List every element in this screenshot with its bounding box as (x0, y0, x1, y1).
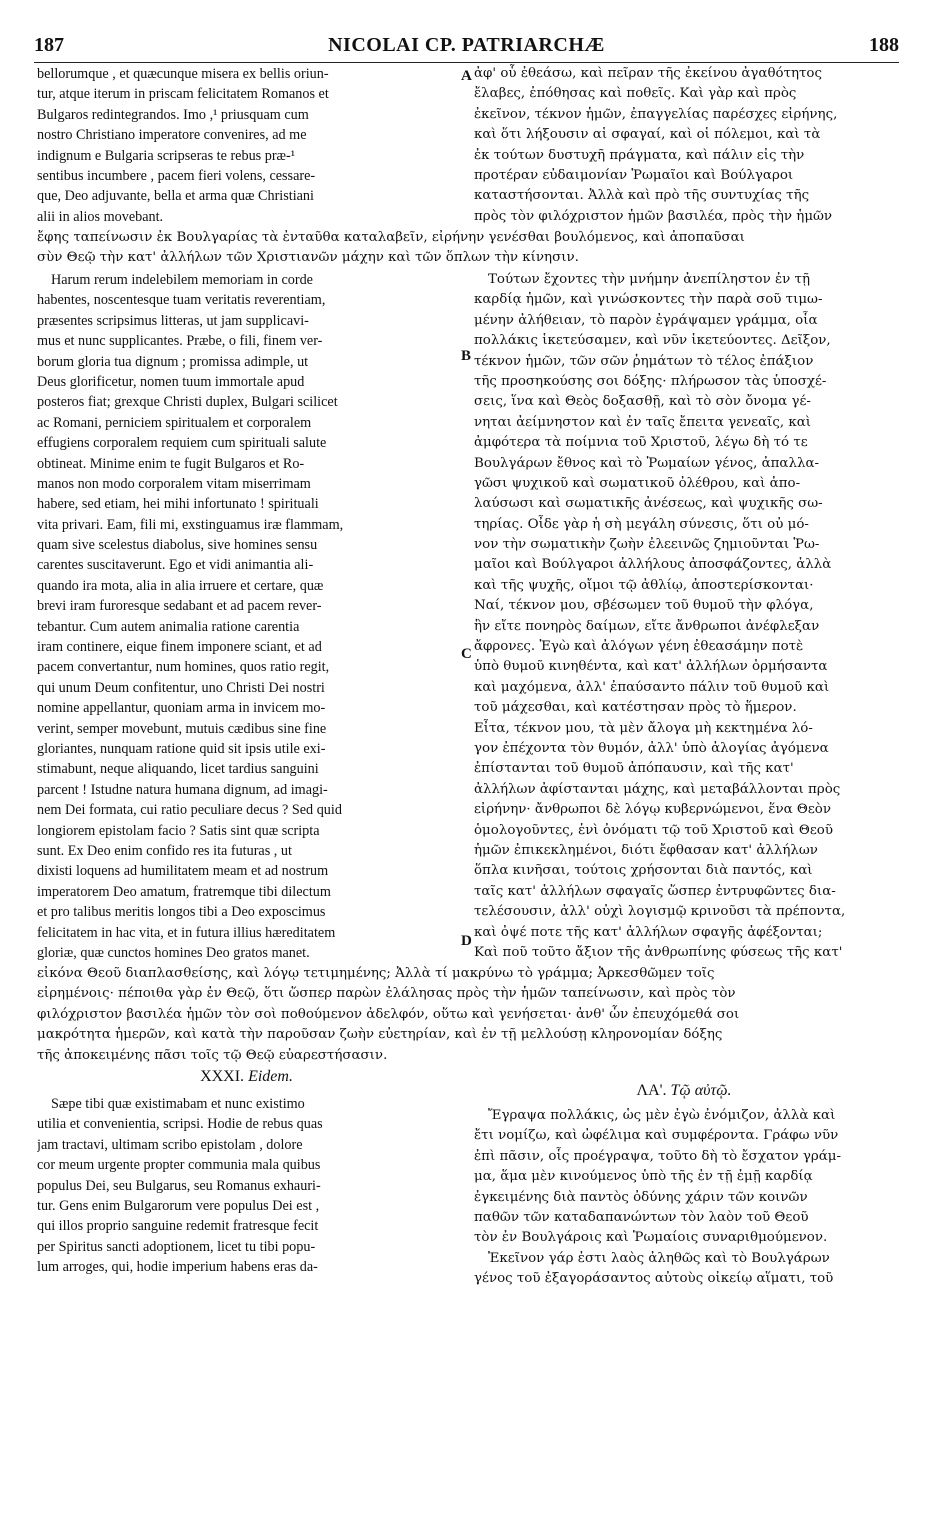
text-line: lum arroges, qui, hodie imperium habens eras da- (37, 1259, 318, 1276)
text-line: Harum rerum indelebilem memoriam in corde (51, 272, 313, 288)
section-number-latin: XXXI. (200, 1068, 245, 1085)
text-line: τοῦ μάχεσθαι, καὶ κατέστησαν πρὸς τὸ ἥμερον. (474, 700, 797, 716)
text-line: effugiens corporalem requiem cum spirituali salute (37, 435, 327, 452)
text-line: quam sive scelestus diabolus, sive homines sensu (37, 537, 318, 554)
text-line: καταστήσονται. Ἀλλὰ καὶ πρὸ τῆς συντυχίας τῆς (474, 188, 810, 204)
text-line: Ἔγραψα πολλάκις, ὡς μὲν ἐγὼ ἐνόμιζον, ἀλλὰ καὶ (488, 1108, 836, 1123)
text-line: obtineat. Minime enim te fugit Bulgaros et Ro- (37, 455, 305, 472)
text-line: manos non modo corporalem vitam miserrimam (37, 475, 311, 492)
section-heading-latin (37, 1068, 456, 1086)
greek-fullwidth-1 (37, 228, 895, 269)
text-line: ἐπίστανται τοῦ θυμοῦ ἀπόπαυσιν, καὶ τῆς κατ' (474, 761, 794, 777)
text-line: ὁμολογοῦντες, ἑνὶ ὀνόματι τῷ τοῦ Χριστοῦ καὶ Θεοῦ (474, 822, 833, 838)
text-line: alii in alios movebant. (37, 208, 164, 225)
text-line: σὺν Θεῷ τὴν κατ' ἀλλήλων τῶν Χριστιανῶν μάχην καὶ τῶν ὅπλων τὴν κίνησιν. (37, 250, 579, 266)
text-line: εἰρήνην· ἄνθρωποι δὲ λόγῳ κυβερνώμενοι, ἕνα Θεὸν (474, 802, 832, 818)
text-line: jam tractavi, ultimam scribo epistolam , dolore (37, 1136, 303, 1153)
text-line: pacem convertantur, num homines, quos ratio regit, (37, 659, 330, 676)
text-line: ἐγκειμένης διὰ παντὸς ὀδύνης χάριν τῶν κοινῶν (474, 1189, 808, 1205)
text-line: utilia et convenientia, scripsi. Hodie de rebus quas (37, 1116, 323, 1133)
section-title-latin: Eidem. (248, 1068, 293, 1085)
section-heading-greek (474, 1082, 894, 1100)
latin-column-top (37, 64, 456, 227)
text-line: gloriæ, quæ cunctos homines Deo gratos manet. (37, 944, 310, 961)
text-line: populus Dei, seu Bulgarus, seu Romanus exhauri- (37, 1177, 321, 1194)
text-line: τέκνον ἡμῶν, τῶν σῶν ῥημάτων τὸ τέλος ἐπάξιον (474, 353, 814, 369)
margin-marker-a: A (461, 68, 472, 84)
text-line: vita privari. Eam, fili mi, exstinguamus iræ flammam, (37, 516, 344, 533)
text-line: εἰκόνα Θεοῦ διαπλασθείσης, καὶ λόγῳ τετιμημένης; Ἀλλὰ τί μακρύνω τὸ γράμμα; Ἀρκεσθῶμεν τοῖς (37, 966, 715, 981)
text-line: Ἐκεῖνον γάρ ἐστι λαὸς ἀληθῶς καὶ τὸ Βουλγάρων (488, 1250, 830, 1266)
text-line: ἣν εἴτε πονηρὸς δαίμων, εἴτε ἄνθρωποι ἀνέφλεξαν (474, 618, 820, 634)
section-title-greek: Τῷ αὐτῷ. (670, 1082, 732, 1099)
text-line: felicitatem in hac vita, et in futura illius hæreditatem (37, 924, 336, 941)
text-line: que, Deo adjuvante, bella et arma quæ Christiani (37, 188, 314, 205)
latin-column-bottom (37, 1094, 456, 1278)
page-number-right: 188 (869, 34, 899, 56)
text-line: ἔτι νομίζω, καὶ ὠφέλιμα καὶ συμφέροντα. Γράφω νῦν (474, 1128, 839, 1144)
text-line: φιλόχριστον βασιλέα ἡμῶν τὸν σοὶ ποθούμενον ἀδελφόν, οὕτω καὶ γενήσεται· ἀνθ' ὧν ἐπευχόμεθά σοι (37, 1006, 740, 1022)
margin-marker-c: C (461, 646, 472, 662)
section-number-greek: ΛΑ'. (636, 1082, 667, 1099)
text-line: nomine appellantur, quoniam arma in invicem mo- (37, 700, 326, 717)
text-line: et pro talibus meritis longos tibi a Deo exposcimus (37, 904, 326, 921)
header-rule (34, 62, 899, 63)
text-line: τηρίας. Οἶδε γὰρ ἡ σὴ μεγάλη σύνεσις, ὅτι οὐ μό- (474, 516, 809, 532)
text-line: πρὸς τὸν φιλόχριστον ἡμῶν βασιλέα, πρὸς τὴν ἡμῶν (474, 208, 833, 224)
text-line: σεις, ἵνα καὶ Θεὸς δοξασθῇ, καὶ τὸ σὸν ὄνομα γέ- (474, 394, 811, 410)
text-line: καὶ τῆς ψυχῆς, οἴμοι τῷ ἀθλίῳ, ἀποστερίσκονται· (474, 577, 814, 593)
text-line: tebantur. Cum autem animalia ratione carentia (37, 618, 300, 635)
text-line: imperatorem Deo amatum, fratremque tibi dilectum (37, 883, 331, 900)
text-line: habere, sed etiam, hei mihi infortunato ! spirituali (37, 496, 319, 513)
text-line: ἐκεῖνον, τέκνον ἡμῶν, ἐπαγγελίας παρέσχες εἰρήνης, (474, 106, 838, 122)
text-line: ἀλλήλων ἀφίστανται μάχης, καὶ μεταβάλλονται πρὸς (474, 781, 841, 797)
text-line: qui illos proprio sanguine redemit fratresque fecit (37, 1218, 319, 1235)
text-line: qui unum Deum confitentur, uno Christi Dei nostri (37, 679, 325, 696)
text-line: Καὶ ποῦ τοῦτο ἄξιον τῆς ἀνθρωπίνης φύσεως τῆς κατ' (474, 944, 843, 960)
text-line: sunt. Ex Deo enim confido res ita futuras , ut (37, 842, 292, 859)
text-line: προτέραν εὐδαιμονίαν Ῥωμαῖοι καὶ Βούλγαροι (474, 167, 794, 183)
text-line: ἔφης ταπείνωσιν ἐκ Βουλγαρίας τὰ ἐνταῦθα καταλαβεῖν, εἰρήνην γενέσθαι βουλόμενος, καὶ ἀποπαῦσαι (37, 230, 745, 245)
greek-column-middle (474, 270, 894, 963)
text-line: bellorumque , et quæcunque misera ex bellis oriun- (37, 66, 329, 82)
text-line: ἔλαβες, ἐπόθησας καὶ ποθεῖς. Καὶ γὰρ καὶ πρὸς (474, 86, 797, 102)
running-header (34, 34, 899, 64)
text-line: ἄφρονες. Ἐγὼ καὶ ἀλόγων γένη ἐθεασάμην ποτὲ (474, 639, 804, 655)
text-line: ὅπλα κινῆσαι, τούτοις χρήσονται διὰ παντός, καὶ (474, 863, 813, 879)
text-line: μακρότητα ἡμερῶν, καὶ κατὰ τὴν παροῦσαν ζωὴν εὐετηρίαν, καὶ ἐν τῇ μελλούσῃ κληρονομίαν δόξης (37, 1027, 723, 1043)
text-line: ἀμφότερα τὰ ποίμνια τοῦ Χριστοῦ, λέγω δὴ τό τε (474, 435, 808, 451)
page-number-left: 187 (34, 34, 64, 56)
text-line: τῆς ἀποκειμένης πᾶσι τοῖς τῷ Θεῷ εὐαρεστήσασιν. (37, 1047, 388, 1063)
text-line: Εἶτα, τέκνον μου, τὰ μὲν ἄλογα μὴ κεκτημένα λό- (474, 720, 813, 736)
text-line: habentes, noscentesque tuam veritatis reverentiam, (37, 292, 326, 309)
text-line: καὶ ὅτι λήξουσιν αἱ σφαγαί, καὶ οἱ πόλεμοι, καὶ τὰ (474, 127, 821, 143)
running-title: NICOLAI CP. PATRIARCHÆ (328, 34, 605, 56)
text-line: longiorem epistolam facio ? Satis sint quæ scripta (37, 822, 320, 839)
latin-column-middle (37, 270, 456, 963)
text-line: Βουλγάρων ἔθνος καὶ τὸ Ῥωμαίων γένος, ἀπαλλα- (474, 455, 820, 471)
text-line: νηται ἀείμνηστον καὶ ἐν ταῖς ἔπειτα γενεαῖς, καὶ (474, 414, 812, 430)
text-line: μένην ἀλήθειαν, τὸ παρὸν ἐγράψαμεν γράμμα, οἷα (474, 312, 818, 328)
margin-marker-d: D (461, 933, 472, 949)
text-line: ac Romani, perniciem spiritualem et corporalem (37, 414, 312, 431)
text-line: Τούτων ἔχοντες τὴν μνήμην ἀνεπίληστον ἐν τῇ (488, 272, 810, 287)
text-line: ἀφ' οὗ ἐθεάσω, καὶ πεῖραν τῆς ἐκείνου ἀγαθότητος (474, 66, 822, 81)
text-line: carentes suscitaverunt. Ego et vidi animantia ali- (37, 557, 314, 574)
text-line: ταῖς κατ' ἀλλήλων σφαγαῖς ὥσπερ ἐντρυφῶντες δια- (474, 883, 836, 899)
text-line: mus et nunc supplicantes. Præbe, o fili, finem ver- (37, 333, 323, 350)
text-line: Ναί, τέκνον μου, σβέσωμεν τοῦ θυμοῦ τὴν φλόγα, (474, 598, 814, 614)
text-line: tur, atque iterum in priscam felicitatem Romanos et (37, 86, 329, 103)
text-line: Deus glorificetur, nomen tuum immortale apud (37, 373, 305, 390)
text-line: εἰρημένοις· πέποιθα γὰρ ἐν Θεῷ, ὅτι ὥσπερ παρὼν ἐλάλησας πρὸς τὴν ἡμῶν ταπείνωσιν, καὶ πρὸς τὸν (37, 986, 736, 1002)
text-line: indignum e Bulgaria scripseras te rebus præ-¹ (37, 147, 295, 164)
text-line: posteros fiat; grexque Christi duplex, Bulgari scilicet (37, 394, 338, 411)
text-line: γένος τοῦ ἐξαγοράσαντος αὐτοὺς οἰκείῳ αἵματι, τοῦ (474, 1271, 834, 1287)
text-line: ἡμῶν ἐπικεκλημένοι, διότι ἔφθασαν κατ' ἀλλήλων (474, 842, 818, 858)
text-line: παθῶν τῶν καταδαπανώντων τὸν λαὸν τοῦ Θεοῦ (474, 1209, 809, 1225)
text-line: gloriantes, nunquam ratione quid sit ipsis utile exi- (37, 740, 326, 757)
text-line: Bulgaros redintegrandos. Imo ,¹ priusquam cum (37, 106, 309, 123)
text-line: καρδίᾳ ἡμῶν, καὶ γινώσκοντες τὴν παρὰ σοῦ τιμω- (474, 292, 823, 308)
text-line: præsentes scripsimus litteras, ut jam supplicavi- (37, 312, 309, 329)
text-line: iram continere, eique finem imponere sciant, et ad (37, 639, 322, 656)
text-line: καὶ μαχόμενα, ἀλλ' ἐπαύσαντο πάλιν τοῦ θυμοῦ καὶ (474, 679, 830, 695)
text-line: Sæpe tibi quæ existimabam et nunc existimo (51, 1096, 305, 1112)
text-line: τὸν ἐν Βουλγάροις καὶ Ῥωμαίοις συναριθμούμενον. (474, 1230, 828, 1246)
text-line: μαῖοι καὶ Βούλγαροι ἀλλήλους ἀποσφάζοντες, ἀλλὰ (474, 557, 832, 573)
text-line: brevi iram furoresque sedabant et ad pacem rever- (37, 598, 322, 615)
text-line: καὶ ὀψέ ποτε τῆς κατ' ἀλλήλων σφαγῆς ἀφέξονται; (474, 924, 823, 940)
text-line: nem Dei formata, cui ratio peculiare decus ? Sed quid (37, 802, 342, 819)
text-line: τῆς προσηκούσης σοι δόξης· πλήρωσον τὰς ὑποσχέ- (474, 373, 827, 389)
text-line: ὑπὸ θυμοῦ κινηθέντα, καὶ κατ' ἀλλήλων ὁρμήσαντα (474, 659, 828, 675)
text-line: borum gloria tua dignum ; promissa adimple, ut (37, 353, 309, 370)
text-line: πολλάκις ἱκετεύσαμεν, καὶ νῦν ἱκετεύοντες. Δεῖξον, (474, 333, 831, 349)
margin-marker-b: B (461, 348, 472, 364)
text-line: sentibus incumbere , pacem fieri volens, cessare- (37, 167, 316, 184)
text-line: γῶσι ψυχικοῦ καὶ σωματικοῦ ὀλέθρου, καὶ ἀπο- (474, 475, 801, 491)
text-line: ἐκ τούτων δυστυχῆ πράγματα, καὶ πάλιν εἰς τὴν (474, 147, 805, 163)
text-line: cor meum urgente propter communia mala quibus (37, 1157, 321, 1174)
text-line: ἐπὶ πᾶσιν, οἷς προέγραψα, τοῦτο δὴ τὸ ἔσχατον γράμ- (474, 1148, 841, 1164)
text-line: τελέσουσιν, ἀλλ' οὐχὶ λογισμῷ κρινοῦσι τὰ πρέποντα, (474, 904, 846, 920)
text-line: verint, semper movebunt, mutuis cædibus sine fine (37, 720, 327, 737)
text-line: parcent ! Istudne natura humana dignum, ad imagi- (37, 781, 328, 798)
text-line: νον τὴν σωματικὴν ζωὴν ἐλεεινῶς ζημιοῦνται Ῥω- (474, 537, 820, 553)
text-line: tur. Gens enim Bulgarorum vere populus Dei est , (37, 1197, 320, 1214)
greek-fullwidth-2 (37, 964, 895, 1066)
text-line: dixisti loquens ad humilitatem meam et ad nostrum (37, 863, 329, 880)
text-line: λαύσωσι καὶ σωματικῆς ἀνέσεως, καὶ ψυχικῆς σω- (474, 496, 823, 512)
text-line: μα, ἅμα μὲν κινούμενος ὑπὸ τῆς ἐν τῇ ἐμῇ καρδίᾳ (474, 1169, 813, 1185)
greek-column-top (474, 64, 894, 227)
text-line: per Spiritus sancti adoptionem, licet tu tibi popu- (37, 1238, 316, 1255)
text-line: stimabunt, neque aliquando, licet tardius sanguini (37, 761, 319, 778)
text-line: quando ira mota, alia in alia irruere et certare, quæ (37, 577, 324, 594)
greek-column-bottom (474, 1106, 894, 1290)
text-line: γον ἐπέχοντα τὸν θυμόν, ἀλλ' ὑπὸ ἀλογίας ἀγόμενα (474, 740, 829, 756)
text-line: nostro Christiano imperatore convenires, ad me (37, 127, 307, 144)
